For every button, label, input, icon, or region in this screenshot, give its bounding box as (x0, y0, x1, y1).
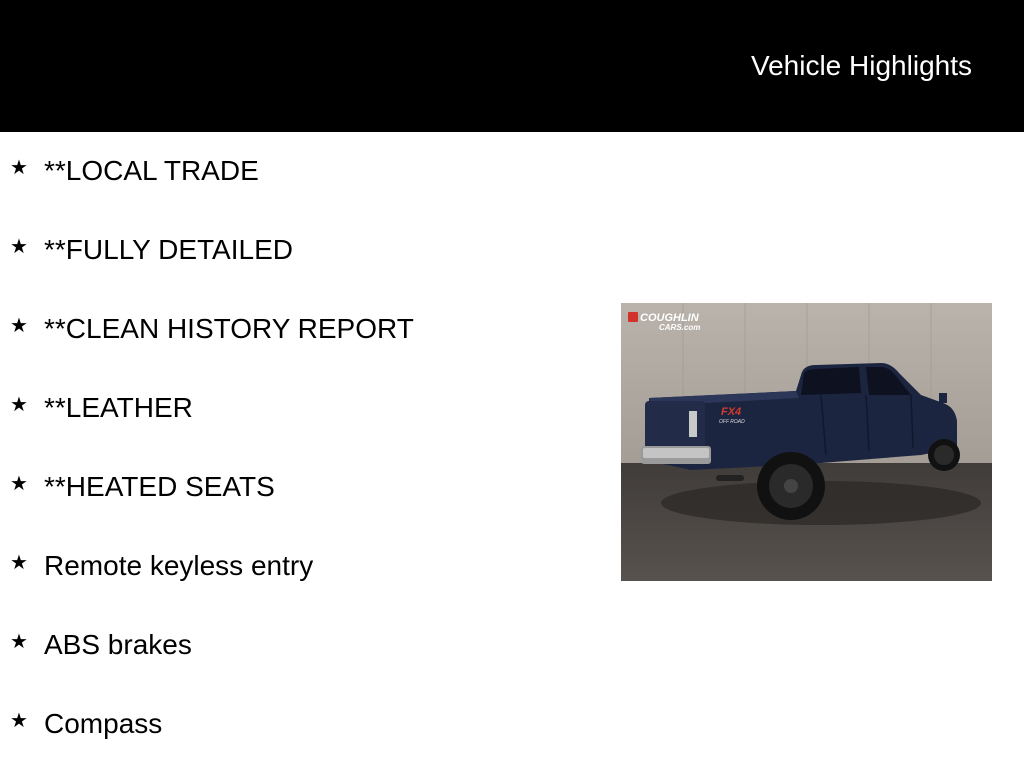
highlight-text: ABS brakes (44, 629, 192, 660)
list-item (10, 211, 600, 290)
svg-text:OFF ROAD: OFF ROAD (719, 419, 745, 425)
svg-text:FX4: FX4 (721, 406, 742, 418)
highlight-text: **LOCAL TRADE (44, 155, 259, 186)
star-icon: ★ (10, 394, 28, 416)
vehicle-photo[interactable] (621, 303, 992, 581)
list-item (10, 290, 600, 369)
rear-wheel (757, 452, 825, 520)
header-bar (0, 0, 1024, 132)
star-icon: ★ (10, 236, 28, 258)
highlight-text: **LEATHER (44, 392, 193, 423)
list-item (10, 132, 600, 211)
star-icon: ★ (10, 315, 28, 337)
star-icon: ★ (10, 473, 28, 495)
star-icon: ★ (10, 552, 28, 574)
list-item (10, 685, 600, 764)
page-title: Vehicle Highlights (750, 50, 972, 81)
highlight-text: **CLEAN HISTORY REPORT (44, 313, 414, 344)
list-item (10, 369, 600, 448)
highlight-text: **HEATED SEATS (44, 471, 275, 502)
svg-text:CARS.com: CARS.com (659, 323, 701, 332)
list-item (10, 448, 600, 527)
exhaust (716, 475, 744, 481)
highlight-text: Compass (44, 708, 163, 739)
highlight-text: **FULLY DETAILED (44, 234, 293, 265)
svg-text:COUGHLIN: COUGHLIN (640, 312, 699, 324)
star-icon: ★ (10, 631, 28, 653)
truck-image (621, 303, 992, 581)
list-item (10, 527, 600, 606)
star-icon: ★ (10, 710, 28, 732)
front-wheel (928, 439, 960, 471)
highlight-text: Remote keyless entry (44, 550, 314, 581)
list-item (10, 606, 600, 685)
star-icon: ★ (10, 157, 28, 179)
